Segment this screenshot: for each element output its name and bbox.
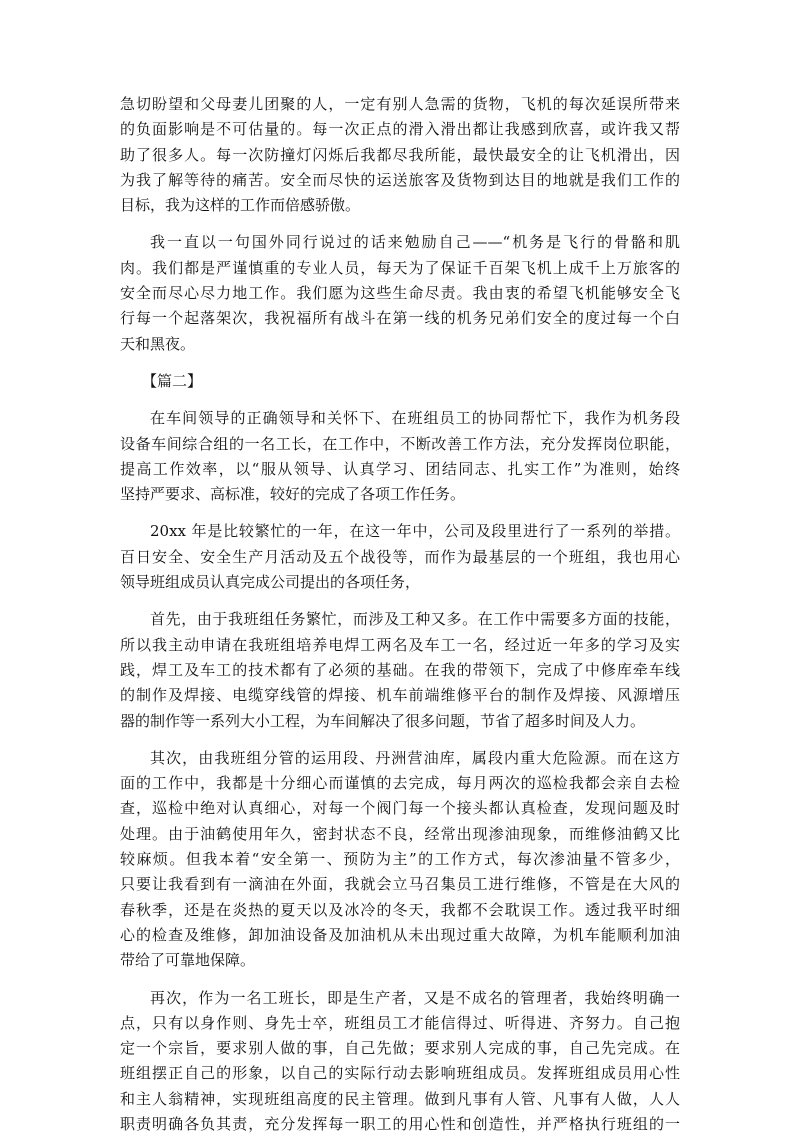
paragraph-2 bbox=[120, 230, 680, 356]
text-line: 春秋季，还是在炎热的夏天以及冰冷的冬天，我都不会耽误工作。透过我平时细 bbox=[120, 898, 680, 923]
text-line: 行每一个起落架次，我祝福所有战斗在第一线的机务兄弟们安全的度过每一个白 bbox=[120, 306, 680, 331]
text-line: 设备车间综合组的一名工长，在工作中，不断改善工作方法，充分发挥岗位职能， bbox=[120, 432, 680, 457]
paragraph-3 bbox=[120, 406, 680, 507]
text-line: 职责明确各负其责，充分发挥每一职工的用心性和创造性，并严格执行班组的一 bbox=[120, 1112, 680, 1137]
text-line: 带给了可靠地保障。 bbox=[120, 948, 680, 973]
paragraph-1 bbox=[120, 92, 680, 218]
paragraph-6 bbox=[120, 746, 680, 974]
text-line: 领导班组成员认真完成公司提出的各项任务， bbox=[120, 570, 680, 595]
text-line: 急切盼望和父母妻儿团聚的人，一定有别人急需的货物，飞机的每次延误所带来 bbox=[120, 92, 680, 117]
text-line: 其次，由我班组分管的运用段、丹洲营油库，属段内重大危险源。而在这方 bbox=[120, 746, 680, 771]
paragraph-4 bbox=[120, 519, 680, 595]
text-line: 查，巡检中绝对认真细心，对每一个阀门每一个接头都认真检查，发现问题及时 bbox=[120, 796, 680, 821]
text-line: 较麻烦。但我本着“安全第一、预防为主”的工作方式，每次渗油量不管多少， bbox=[120, 847, 680, 872]
text-line: 的制作及焊接、电缆穿线管的焊接、机车前端维修平台的制作及焊接、风源增压 bbox=[120, 683, 680, 708]
text-line: 提高工作效率，以“服从领导、认真学习、团结同志、扎实工作”为准则，始终 bbox=[120, 457, 680, 482]
text-line: 践，焊工及车工的技术都有了必须的基础。在我的带领下，完成了中修库牵车线 bbox=[120, 658, 680, 683]
text-line: 面的工作中，我都是十分细心而谨慎的去完成，每月两次的巡检我都会亲自去检 bbox=[120, 771, 680, 796]
paragraph-5 bbox=[120, 607, 680, 733]
text-line: 助了很多人。每一次防撞灯闪烁后我都尽我所能，最快最安全的让飞机滑出，因 bbox=[120, 143, 680, 168]
text-line: 肉。我们都是严谨慎重的专业人员，每天为了保证千百架飞机上成千上万旅客的 bbox=[120, 256, 680, 281]
text-line: 20xx 年是比较繁忙的一年，在这一年中，公司及段里进行了一系列的举措。 bbox=[120, 519, 680, 544]
text-line: 心的检查及维修，卸加油设备及加油机从未出现过重大故障，为机车能顺利加油 bbox=[120, 923, 680, 948]
text-line: 只要让我看到有一滴油在外面，我就会立马召集员工进行维修，不管是在大风的 bbox=[120, 872, 680, 897]
text-line: 天和黑夜。 bbox=[120, 332, 680, 357]
text-line: 我一直以一句国外同行说过的话来勉励自己——“机务是飞行的骨骼和肌 bbox=[120, 230, 680, 255]
text-line: 点，只有以身作则、身先士卒，班组员工才能信得过、听得进、齐努力。自己抱 bbox=[120, 1011, 680, 1036]
text-line: 所以我主动申请在我班组培养电焊工两名及车工一名，经过近一年多的学习及实 bbox=[120, 633, 680, 658]
text-line: 目标，我为这样的工作而倍感骄傲。 bbox=[120, 193, 680, 218]
text-line: 首先，由于我班组任务繁忙，而涉及工种又多。在工作中需要多方面的技能， bbox=[120, 607, 680, 632]
text-line: 坚持严要求、高标准，较好的完成了各项工作任务。 bbox=[120, 482, 680, 507]
paragraph-7 bbox=[120, 986, 680, 1137]
text-line: 的负面影响是不可估量的。每一次正点的滑入滑出都让我感到欣喜，或许我又帮 bbox=[120, 117, 680, 142]
document-page bbox=[120, 92, 680, 1137]
text-line: 和主人翁精神，实现班组高度的民主管理。做到凡事有人管、凡事有人做，人人 bbox=[120, 1087, 680, 1112]
text-line: 班组摆正自己的形象，以自己的实际行动去影响班组成员。发挥班组成员用心性 bbox=[120, 1061, 680, 1086]
text-line: 为我了解等待的痛苦。安全而尽快的运送旅客及货物到达目的地就是我们工作的 bbox=[120, 168, 680, 193]
text-line: 在车间领导的正确领导和关怀下、在班组员工的协同帮忙下，我作为机务段 bbox=[120, 406, 680, 431]
text-line: 定一个宗旨，要求别人做的事，自己先做；要求别人完成的事，自己先完成。在 bbox=[120, 1036, 680, 1061]
text-line: 处理。由于油鹤使用年久，密封状态不良，经常出现渗油现象，而维修油鹤又比 bbox=[120, 822, 680, 847]
section-heading: 【篇二】 bbox=[120, 369, 680, 394]
text-line: 百日安全、安全生产月活动及五个战役等，而作为最基层的一个班组，我也用心 bbox=[120, 545, 680, 570]
text-line: 再次，作为一名工班长，即是生产者，又是不成名的管理者，我始终明确一 bbox=[120, 986, 680, 1011]
text-line: 器的制作等一系列大小工程，为车间解决了很多问题，节省了超多时间及人力。 bbox=[120, 709, 680, 734]
text-line: 安全而尽心尽力地工作。我们愿为这些生命尽责。我由衷的希望飞机能够安全飞 bbox=[120, 281, 680, 306]
